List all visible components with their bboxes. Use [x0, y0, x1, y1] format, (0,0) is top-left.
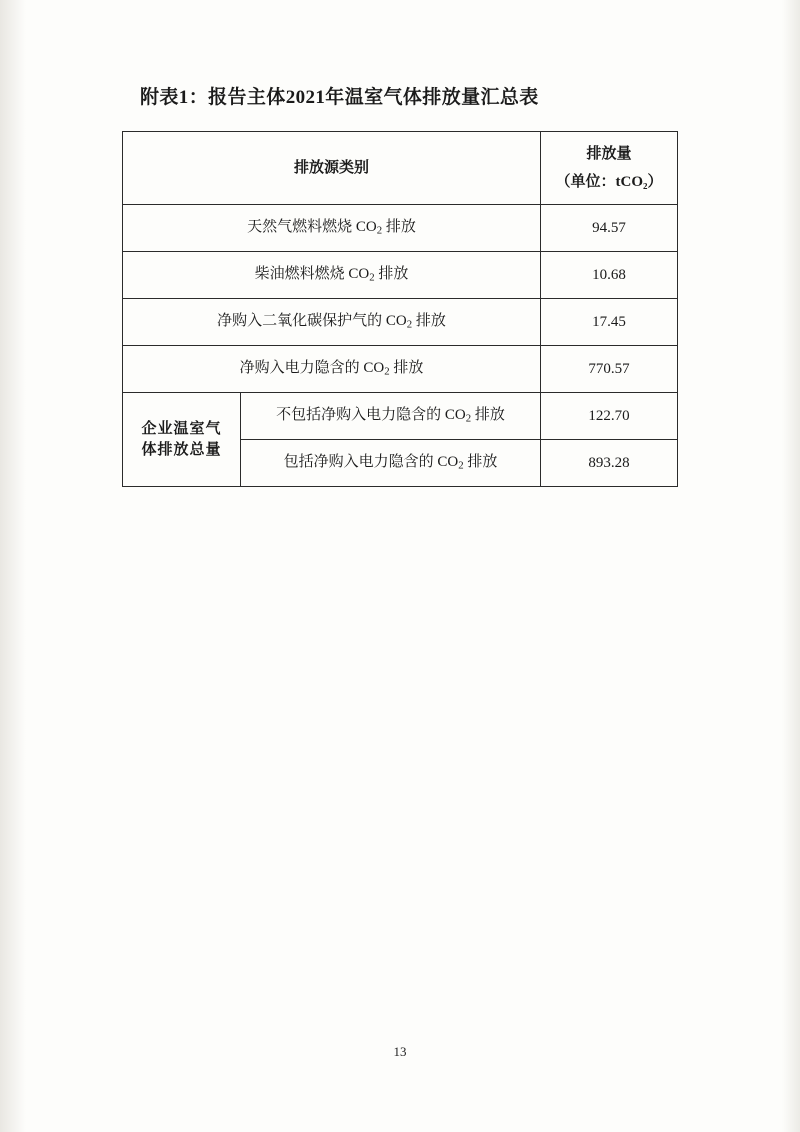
- row-label-electricity: [123, 346, 541, 393]
- label-text-post: 排放: [389, 360, 424, 377]
- row-label-total-excl-electricity: [241, 393, 541, 440]
- label-text: 净购入二氧化碳保护气的 CO: [217, 313, 407, 330]
- label-text-post: 排放: [412, 313, 446, 330]
- row-value-total-excl-electricity: 122.70: [541, 393, 678, 440]
- label-subscript: 2: [376, 225, 383, 238]
- row-label-total-incl-electricity: [241, 440, 541, 487]
- label-subscript: 2: [465, 413, 472, 426]
- label-text: 天然气燃料燃烧 CO: [247, 219, 377, 236]
- total-group-header-line2: 体排放总量: [141, 441, 222, 458]
- table-row: [123, 393, 678, 440]
- label-text: 包括净购入电力隐含的 CO: [283, 454, 459, 471]
- label-text-post: 排放: [471, 407, 505, 424]
- label-text: 净购入电力隐含的 CO: [239, 360, 385, 377]
- row-value-total-incl-electricity: 893.28: [541, 440, 678, 487]
- row-label-natural-gas: [123, 205, 541, 252]
- label-subscript: 2: [369, 272, 375, 285]
- header-value-line2: （单位：tCO₂）: [555, 174, 663, 190]
- label-text-post: 排放: [374, 266, 409, 283]
- label-text-post: 排放: [382, 219, 416, 236]
- row-label-shielding-gas: [123, 299, 541, 346]
- label-subscript: 2: [458, 460, 464, 473]
- label-text: 不包括净购入电力隐含的 CO: [276, 407, 466, 424]
- page-number: 13: [393, 1044, 407, 1059]
- table-row: [123, 252, 678, 299]
- header-value-line1: 排放量: [586, 145, 632, 162]
- row-value-natural-gas: 94.57: [541, 205, 678, 252]
- row-value-electricity: 770.57: [541, 346, 678, 393]
- row-value-diesel: 10.68: [541, 252, 678, 299]
- total-group-header: [123, 393, 241, 487]
- label-subscript: 2: [406, 319, 413, 332]
- total-group-header-line1: 企业温室气: [141, 421, 222, 438]
- emissions-table-container: [122, 131, 677, 487]
- table-row: [123, 346, 678, 393]
- header-category: 排放源类别: [123, 132, 541, 205]
- row-label-diesel: [123, 252, 541, 299]
- label-text: 柴油燃料燃烧 CO: [254, 266, 370, 283]
- label-text-post: 排放: [463, 454, 498, 471]
- table-row: [123, 205, 678, 252]
- table-row: [123, 299, 678, 346]
- emissions-table: [122, 131, 678, 487]
- header-value: [541, 132, 678, 205]
- label-subscript: 2: [384, 366, 390, 379]
- row-value-shielding-gas: 17.45: [541, 299, 678, 346]
- page-title: 附表1：报告主体2021年温室气体排放量汇总表: [140, 87, 539, 108]
- table-header-row: [123, 132, 678, 205]
